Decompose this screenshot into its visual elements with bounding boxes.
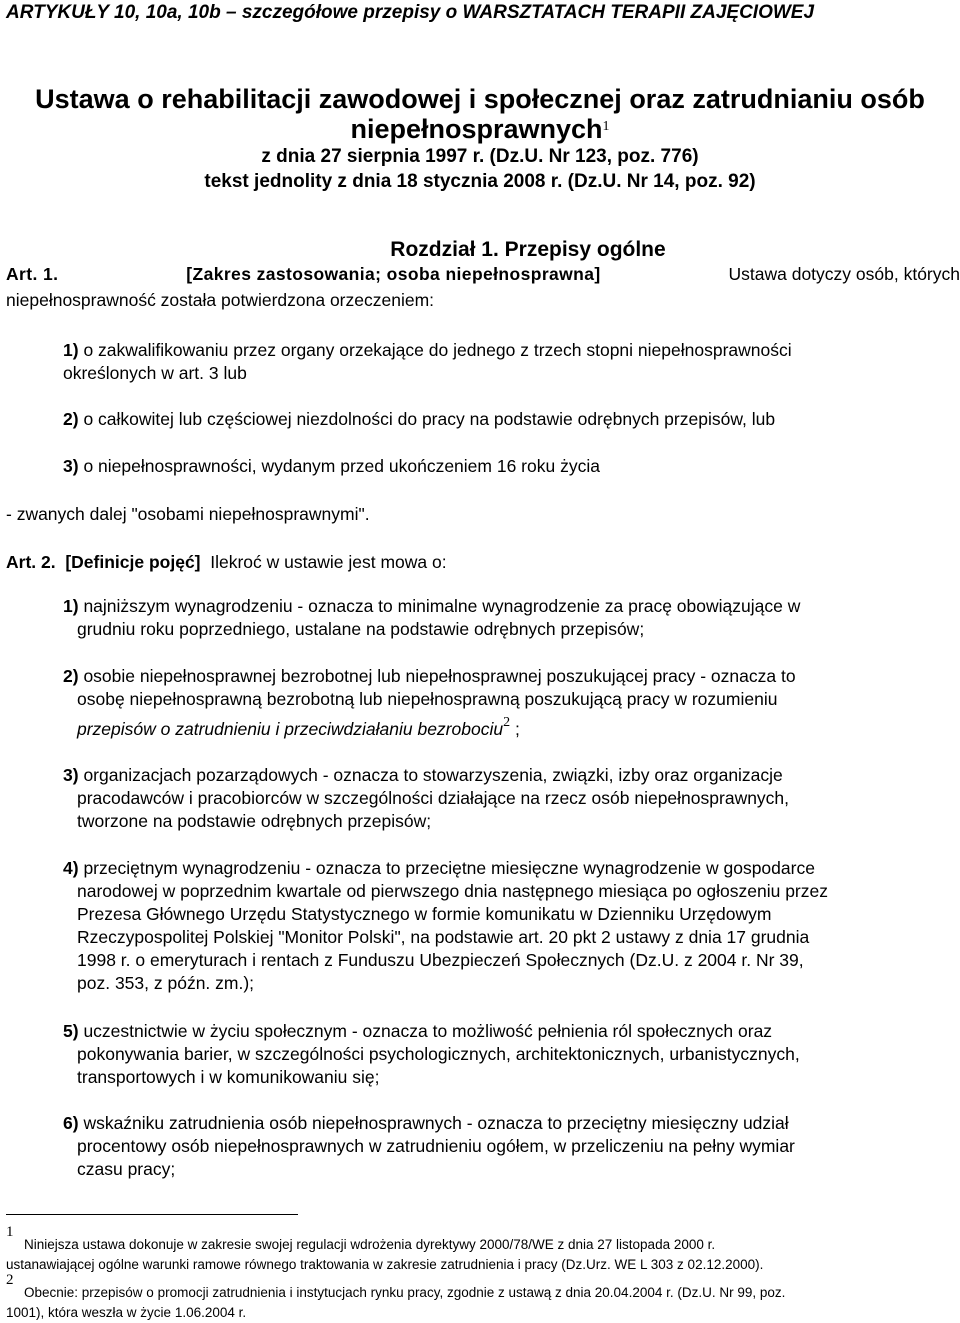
- art2-item-3-line: pracodawców i pracobiorców w szczególności działające na rzecz osób niepełnosprawnych,: [77, 788, 790, 808]
- footnote-1: [6, 1224, 763, 1272]
- art2-item-4-line: Rzeczypospolitej Polskiej "Monitor Polski", na podstawie art. 20 pkt 2 ustawy z dnia 17 grudnia: [77, 927, 810, 947]
- art2-item-2-line: osobę niepełnosprawną bezrobotną lub niepełnosprawną poszukującą pracy w rozumieniu: [77, 689, 778, 709]
- art2-item-4-line: poz. 353, z późn. zm.);: [77, 973, 255, 993]
- art2-item-2-italic-ref: przepisów o zatrudnieniu i przeciwdziałaniu bezrobociu: [77, 718, 504, 739]
- footnote-2-line2: 1001), która weszła w życie 1.06.2004 r.: [6, 1305, 247, 1320]
- footnote-ref-2[interactable]: 2: [503, 715, 511, 730]
- document-date-line: z dnia 27 sierpnia 1997 r. (Dz.U. Nr 123, poz. 776): [261, 146, 699, 167]
- art2-item-4: [63, 857, 828, 995]
- art2-item-6: [63, 1112, 795, 1181]
- art2-item-5-num: 5): [63, 1021, 79, 1041]
- art2-item-4-line: Prezesa Głównego Urzędu Statystycznego w formie komunikatu w Dzienniku Urzędowym: [77, 904, 772, 924]
- footnote-1-line1: Niniejsza ustawa dokonuje w zakresie swojej regulacji wdrożenia dyrektywy 2000/78/WE z dnia 27 listopada 2000 r.: [24, 1237, 716, 1252]
- art2-item-5-line: pokonywania barier, w szczególności psychologicznych, architektonicznych, urbanistycznych,: [77, 1044, 800, 1064]
- art1-item-2-line1: o całkowitej lub częściowej niezdolności do pracy na podstawie odrębnych przepisów, lub: [83, 409, 776, 429]
- art2-item-3-num: 3): [63, 765, 79, 785]
- art2-item-1-num: 1): [63, 596, 79, 616]
- footnote-1-mark: 1: [6, 1224, 14, 1240]
- art2-item-5-line: uczestnictwie w życiu społecznym - oznacza to możliwość pełnienia ról społecznych oraz: [83, 1021, 773, 1041]
- art2-item-1-line: grudniu roku poprzedniego, ustalane na podstawie odrębnych przepisów;: [77, 619, 645, 639]
- art1-label: Art. 1.: [6, 264, 59, 284]
- art1-intro-a: Ustawa dotyczy osób, których: [728, 264, 960, 284]
- art1-header-line: [6, 264, 960, 285]
- art2-header-line: [6, 551, 447, 574]
- document-title-text: niepełnosprawnych: [350, 114, 603, 144]
- art2-item-2-num: 2): [63, 666, 79, 686]
- art1-closing: - zwanych dalej "osobami niepełnosprawnymi".: [6, 504, 370, 524]
- page-header-title: ARTYKUŁY 10, 10a, 10b – szczegółowe przepisy o WARSZTATACH TERAPII ZAJĘCIOWEJ: [6, 2, 815, 23]
- art2-item-6-line: wskaźniku zatrudnienia osób niepełnosprawnych - oznacza to przeciętny miesięczny udział: [83, 1113, 789, 1133]
- art1-item-2-num: 2): [63, 409, 79, 429]
- art1-item-3: [63, 455, 600, 478]
- chapter-title: Rozdział 1. Przepisy ogólne: [390, 238, 666, 261]
- art1-item-1-line1: o zakwalifikowaniu przez organy orzekające do jednego z trzech stopni niepełnosprawności: [83, 340, 792, 360]
- art2-item-6-line: procentowy osób niepełnosprawnych w zatrudnieniu ogółem, w przeliczeniu na pełny wymiar: [77, 1136, 795, 1156]
- document-title-line2: [0, 114, 960, 144]
- art1-heading: [Zakres zastosowania; osoba niepełnosprawna]: [186, 264, 601, 284]
- art2-item-6-num: 6): [63, 1113, 79, 1133]
- art1-intro-b: niepełnosprawność została potwierdzona orzeczeniem:: [6, 290, 435, 310]
- art2-label: Art. 2.: [6, 552, 56, 572]
- document-consolidated-line: tekst jednolity z dnia 18 stycznia 2008 r. (Dz.U. Nr 14, poz. 92): [204, 171, 756, 192]
- art2-heading: [Definicje pojęć]: [65, 552, 201, 572]
- title-footnote-ref[interactable]: 1: [602, 119, 610, 134]
- art2-item-4-line: 1998 r. o emeryturach i rentach z Funduszu Ubezpieczeń Społecznych (Dz.U. z 2004 r. Nr 39,: [77, 950, 804, 970]
- art1-item-2: [63, 408, 775, 431]
- art2-item-4-line: narodowej w poprzednim kwartale od pierwszego dnia następnego miesiąca po ogłoszeniu przez: [77, 881, 828, 901]
- art2-item-2-tail: ;: [514, 718, 520, 739]
- footnote-1-line2: ustanawiającej ogólne warunki ramowe równego traktowania w zakresie zatrudnienia i pracy (Dz.Urz. WE L 303 z 02.12.2000).: [6, 1257, 764, 1272]
- art2-item-3: [63, 764, 789, 833]
- art2-item-1: [63, 595, 800, 641]
- footnote-2-line1: Obecnie: przepisów o promocji zatrudnienia i instytucjach rynku pracy, zgodnie z ustawą z dnia 20.04.2004 r. (Dz.U. Nr 99, poz.: [24, 1285, 786, 1300]
- art2-intro: Ilekroć w ustawie jest mowa o:: [210, 552, 447, 572]
- art1-item-1: [63, 339, 792, 385]
- art1-item-3-line1: o niepełnosprawności, wydanym przed ukończeniem 16 roku życia: [83, 456, 600, 476]
- art2-item-5-line: transportowych i w komunikowaniu się;: [77, 1067, 380, 1087]
- art2-item-4-line: przeciętnym wynagrodzeniu - oznacza to przeciętne miesięczne wynagrodzenie w gospodarce: [83, 858, 815, 878]
- footnote-2-mark: 2: [6, 1272, 14, 1288]
- art2-item-2: [63, 665, 796, 741]
- footnote-2: [6, 1272, 785, 1320]
- art1-item-1-line2: określonych w art. 3 lub: [63, 363, 247, 383]
- art2-item-3-line: organizacjach pozarządowych - oznacza to stowarzyszenia, związki, izby oraz organizacje: [83, 765, 783, 785]
- art2-item-4-num: 4): [63, 858, 79, 878]
- art1-item-3-num: 3): [63, 456, 79, 476]
- art2-item-6-line: czasu pracy;: [77, 1159, 176, 1179]
- footnote-separator: [6, 1214, 298, 1215]
- art2-item-3-line: tworzone na podstawie odrębnych przepisów;: [77, 811, 432, 831]
- art1-item-1-num: 1): [63, 340, 79, 360]
- art2-item-2-line: osobie niepełnosprawnej bezrobotnej lub niepełnosprawnej poszukującej pracy - oznacza to: [83, 666, 796, 686]
- document-title-line1: Ustawa o rehabilitacji zawodowej i społecznej oraz zatrudnianiu osób: [35, 84, 925, 114]
- art2-item-1-line: najniższym wynagrodzeniu - oznacza to minimalne wynagrodzenie za pracę obowiązujące w: [83, 596, 801, 616]
- art2-item-5: [63, 1020, 800, 1089]
